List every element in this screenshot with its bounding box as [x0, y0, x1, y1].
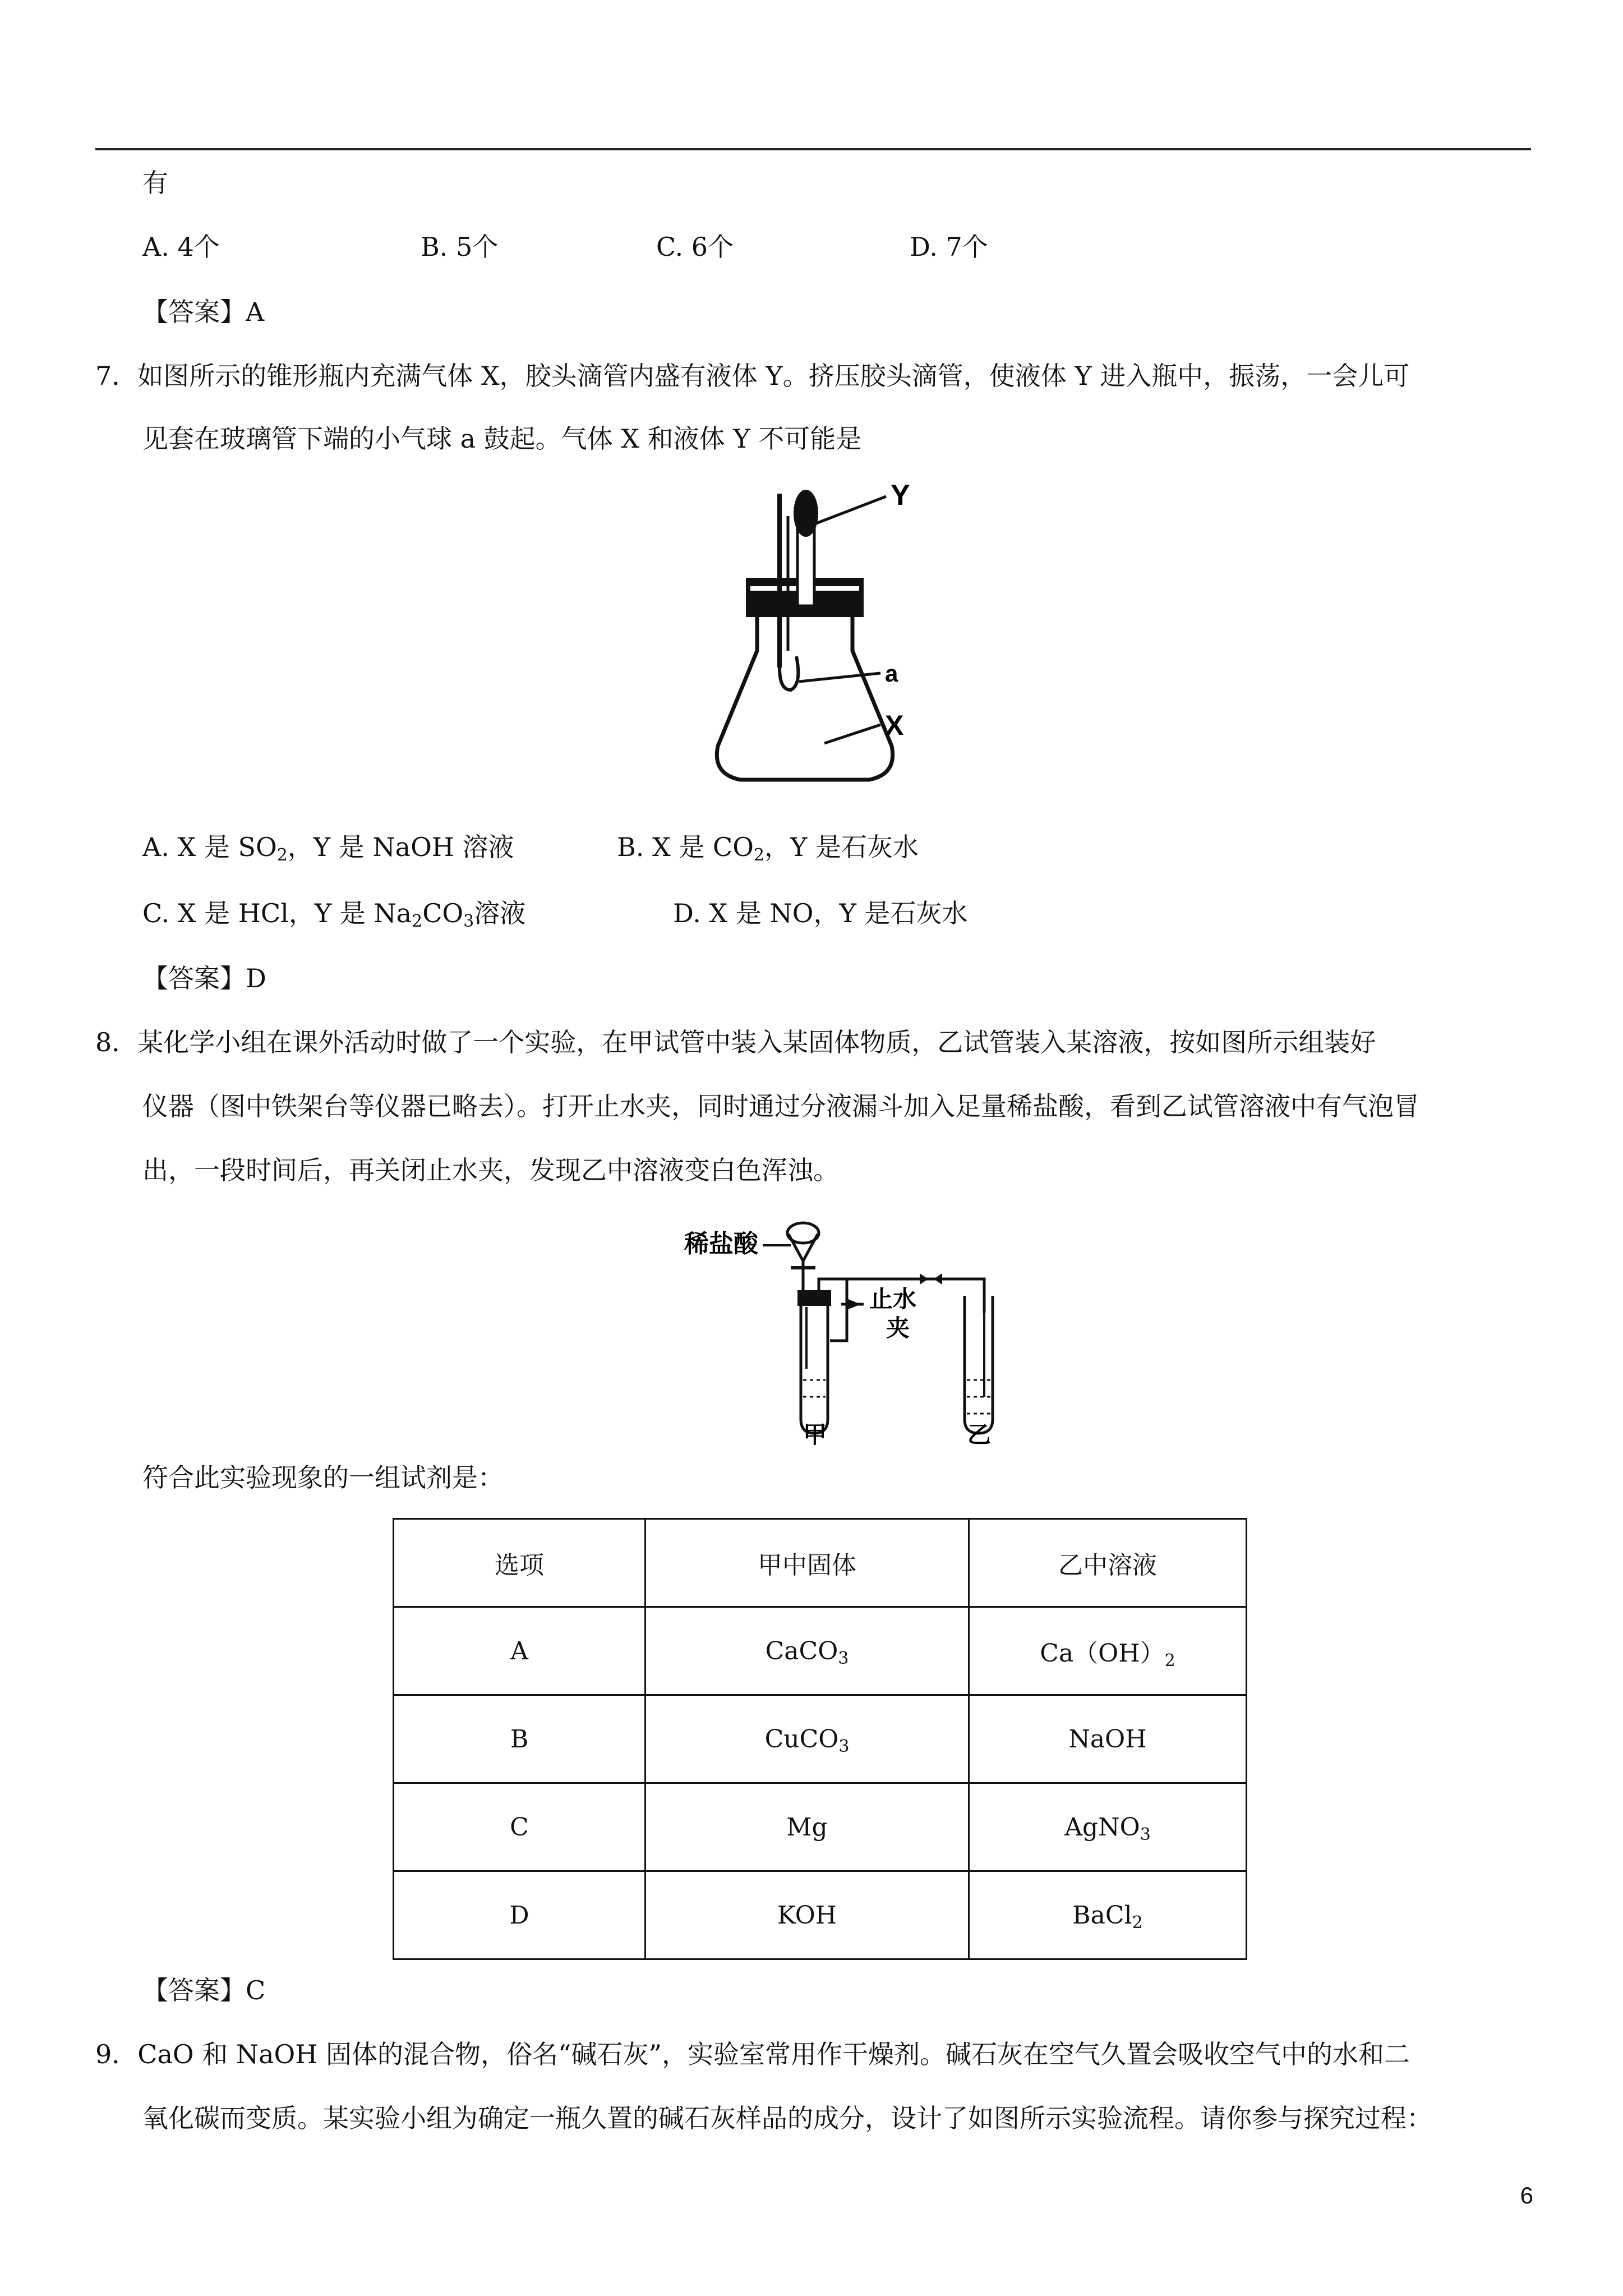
q8-text-line1: 8．某化学小组在课外活动时做了一个实验，在甲试管中装入某固体物质，乙试管装入某溶液，按如图所示组装好 [95, 1027, 1376, 1057]
formula-base: Mg [786, 1812, 828, 1842]
q7-option-b-sub: 2 [753, 845, 765, 865]
q6-option-a: A. 4个 [142, 232, 220, 262]
table-header: 乙中溶液 [969, 1519, 1247, 1607]
table-cell-solution [969, 1871, 1247, 1959]
formula-base: Ca（OH） [1040, 1639, 1165, 1668]
figure-label-clamp-line2: 夹 [886, 1314, 910, 1342]
reagent-table [393, 1518, 1247, 1960]
table-header: 甲中固体 [645, 1519, 969, 1607]
table-cell-solution [969, 1607, 1247, 1695]
q9-text-line1: 9．CaO 和 NaOH 固体的混合物，俗名“碱石灰”，实验室常用作干燥剂。碱石灰在空气久置会吸收空气中的水和二 [95, 2039, 1410, 2069]
page-number: 6 [1520, 2182, 1533, 2208]
formula-base: BaCl [1072, 1901, 1132, 1930]
q6-option-d: D. 7个 [910, 232, 988, 262]
formula-sub: 3 [1140, 1824, 1151, 1844]
table-row [394, 1607, 1247, 1695]
q7-text-line2: 见套在玻璃管下端的小气球 a 鼓起。气体 X 和液体 Y 不可能是 [142, 424, 862, 454]
q8-answer: 【答案】C [142, 1975, 266, 2005]
table-cell-option: B [394, 1695, 645, 1783]
q7-answer: 【答案】D [142, 963, 266, 993]
q6-option-b: B. 5个 [421, 232, 499, 262]
table-header-row [394, 1519, 1247, 1607]
figure-label-a: a [885, 660, 898, 687]
table-row [394, 1783, 1247, 1871]
conical-flask-figure [695, 482, 931, 797]
table-cell-option: D [394, 1871, 645, 1959]
table-header: 选项 [394, 1519, 645, 1607]
table-cell-solid [645, 1783, 969, 1871]
q7-option-c-mid: CO [422, 898, 464, 928]
q7-option-a-pre: A. X 是 SO [142, 832, 277, 862]
q7-option-b-post: ，Y 是石灰水 [764, 832, 919, 862]
formula-base: CuCO [764, 1724, 839, 1754]
table-cell-solid [645, 1871, 969, 1959]
q7-option-b [617, 830, 919, 864]
table-cell-solid [645, 1695, 969, 1783]
q6-option-c: C. 6个 [656, 232, 734, 262]
q6-tail: 有 [142, 168, 168, 198]
figure-label-acid: 稀盐酸 [684, 1230, 758, 1258]
figure-label-clamp-line1: 止水 [869, 1285, 917, 1313]
figure-label-jia: 甲 [803, 1421, 827, 1447]
table-cell-solid [645, 1607, 969, 1695]
q7-option-b-pre: B. X 是 CO [617, 832, 754, 862]
header-rule [95, 148, 1531, 150]
q7-option-c [142, 896, 525, 930]
q7-option-c-sub1: 2 [412, 912, 423, 931]
q8-text-line3: 出，一段时间后，再关闭止水夹，发现乙中溶液变白色浑浊。 [142, 1155, 839, 1185]
formula-sub: 3 [838, 1648, 849, 1668]
q7-option-a-sub: 2 [276, 845, 288, 865]
figure-label-y: Y [891, 482, 910, 512]
table-cell-solution [969, 1783, 1247, 1871]
formula-sub: 2 [1132, 1912, 1143, 1932]
table-row [394, 1695, 1247, 1783]
figure-label-x: X [885, 710, 904, 741]
q7-option-d: D. X 是 NO，Y 是石灰水 [673, 898, 968, 928]
table-cell-option: C [394, 1783, 645, 1871]
q7-option-c-pre: C. X 是 HCl，Y 是 Na [142, 898, 412, 928]
q7-option-a-post: ，Y 是 NaOH 溶液 [287, 832, 514, 862]
q7-option-c-post: 溶液 [474, 898, 526, 928]
formula-sub: 2 [1164, 1651, 1175, 1671]
table-cell-option: A [394, 1607, 645, 1695]
formula-base: CaCO [765, 1636, 838, 1665]
q8-table-intro: 符合此实验现象的一组试剂是： [142, 1462, 504, 1493]
figure-label-yi: 乙 [967, 1421, 992, 1447]
q6-answer: 【答案】A [142, 297, 265, 327]
formula-base: NaOH [1068, 1724, 1147, 1754]
q7-text-line1: 7．如图所示的锥形瓶内充满气体 X，胶头滴管内盛有液体 Y。挤压胶头滴管，使液体 Y 进入瓶中，振荡，一会儿可 [95, 361, 1410, 391]
table-cell-solution [969, 1695, 1247, 1783]
formula-base: KOH [777, 1901, 837, 1930]
test-tube-apparatus-figure [679, 1212, 1038, 1447]
q7-option-a [142, 830, 514, 864]
q8-text-line2: 仪器（图中铁架台等仪器已略去）。打开止水夹，同时通过分液漏斗加入足量稀盐酸，看到乙试管溶液中有气泡冒 [142, 1091, 1419, 1121]
q7-option-c-sub2: 3 [463, 912, 474, 931]
formula-base: AgNO [1064, 1812, 1140, 1842]
formula-sub: 3 [838, 1736, 850, 1756]
table-row [394, 1871, 1247, 1959]
q9-text-line2: 氧化碳而变质。某实验小组为确定一瓶久置的碱石灰样品的成分，设计了如图所示实验流程。请你参与探究过程： [142, 2103, 1432, 2133]
